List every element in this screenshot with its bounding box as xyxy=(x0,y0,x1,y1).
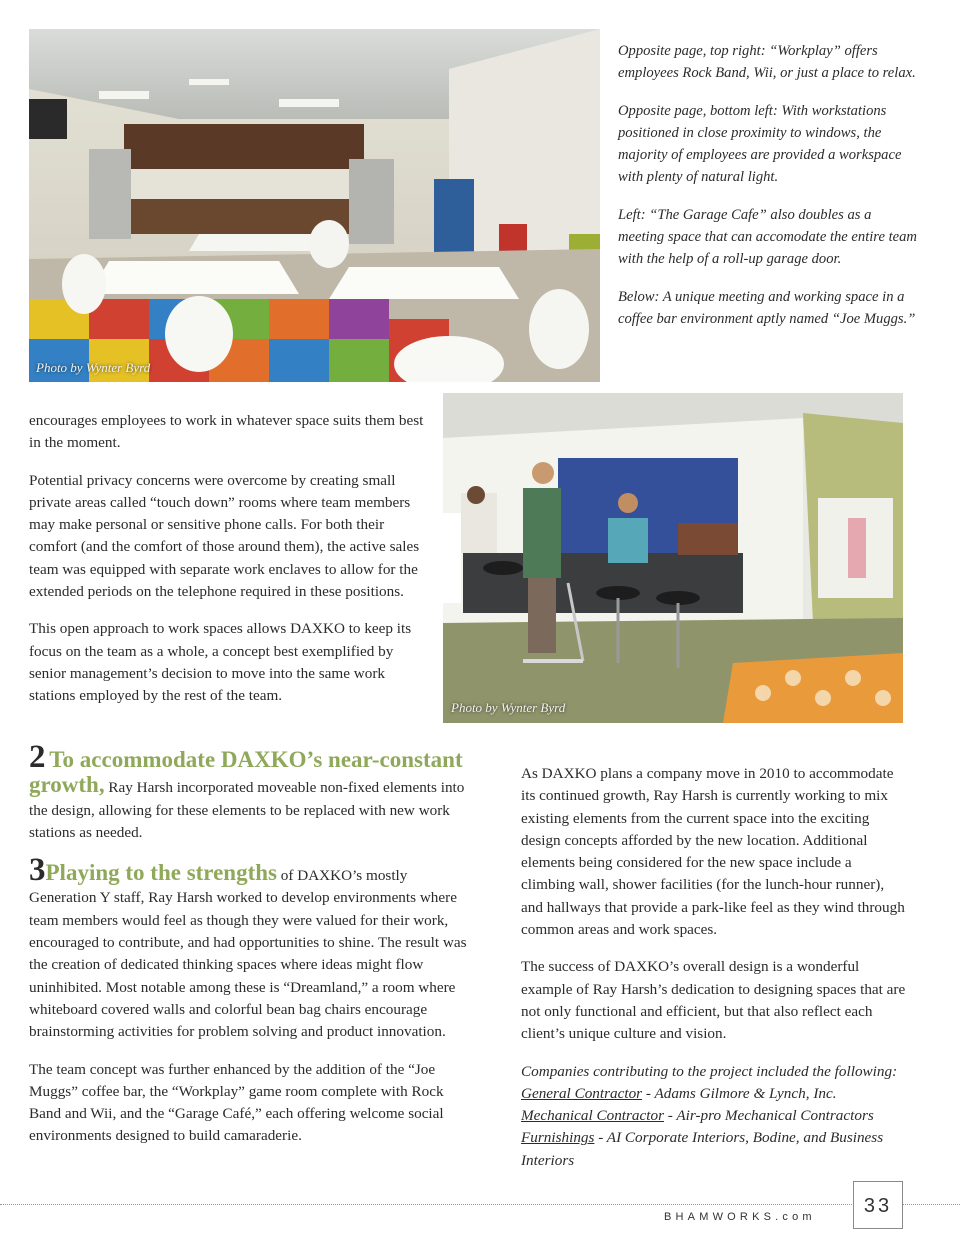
contributors xyxy=(521,1061,906,1172)
point-2-number: 2 xyxy=(29,739,46,775)
photo-captions xyxy=(618,40,918,345)
page-number: 33 xyxy=(853,1181,903,1229)
coffee-bar-illustration xyxy=(443,393,903,723)
garage-cafe-photo xyxy=(29,29,600,382)
caption-garage-cafe: Left: “The Garage Cafe” also doubles as a meeting space that can accomodate the entire team with the help of a roll-up garage door. xyxy=(618,206,917,268)
contrib-names-general: - Adams Gilmore & Lynch, Inc. xyxy=(642,1084,837,1102)
photo-credit: Photo by Wynter Byrd xyxy=(36,360,151,375)
left-column-upper xyxy=(29,410,431,723)
footer-divider xyxy=(0,1204,960,1205)
paragraph-success: The success of DAXKO’s overall design is a wonderful example of Ray Harsh’s dedication to designing spaces that are not only functional and efficient, but that also reflect each client’s unique culture and vision. xyxy=(521,958,906,1043)
right-column xyxy=(521,763,906,1187)
coffee-bar-photo xyxy=(443,393,903,723)
paragraph-encourages: encourages employees to work in whatever space suits them best in the moment. xyxy=(29,412,424,452)
contrib-role-general: General Contractor xyxy=(521,1084,643,1102)
paragraph-open-approach: This open approach to work spaces allows DAXKO to keep its focus on the team as a whole, a concept best exemplified by senior management’s decision to move into the same work stations employed by the rest of the team. xyxy=(29,620,412,705)
footer-website: BHAMWORKS.com xyxy=(664,1211,816,1223)
left-column-lower xyxy=(29,741,469,1163)
caption-workplay: Opposite page, top right: “Workplay” offers employees Rock Band, Wii, or just a place to relax. xyxy=(618,43,916,82)
paragraph-company-move: As DAXKO plans a company move in 2010 to accommodate its continued growth, Ray Harsh is currently working to mix existing elements from the current space into the exciting design concepts afforded by the new location. Additional elements being considered for the new space include a climbing wall, shower facilities (for the lunch-hour runner), and hallways that provide a park-like feel as they wind through common areas and work spaces. xyxy=(521,765,905,939)
caption-joe-muggs: Below: A unique meeting and working space in a coffee bar environment aptly named “Joe Muggs.” xyxy=(618,288,916,327)
point-2-lead: To accommodate DAXKO’s near-constant growth, xyxy=(29,747,463,798)
paragraph-privacy: Potential privacy concerns were overcome by creating small private areas called “touch down” rooms where team members may make personal or sensitive phone calls. For both their comfort (and the comfort of those around them), the active sales team was equipped with separate work enclaves to allow for the extended periods on the telephone required in these positions. xyxy=(29,471,420,601)
contributors-intro: Companies contributing to the project included the following: xyxy=(521,1062,898,1080)
caption-workstations: Opposite page, bottom left: With workstations positioned in close proximity to windows, the majority of employees are provided a workspace with plenty of natural light. xyxy=(618,102,902,186)
garage-cafe-illustration xyxy=(29,29,600,382)
point-3-lead: Playing to the strengths xyxy=(45,860,277,886)
photo-credit-2: Photo by Wynter Byrd xyxy=(451,700,566,715)
point-3-number: 3 xyxy=(29,852,46,889)
contrib-role-furnishings: Furnishings xyxy=(521,1129,595,1147)
paragraph-team-concept: The team concept was further enhanced by the addition of the “Joe Muggs” coffee bar, the “Workplay” game room complete with Rock Band and Wii, and the “Garage Café,” each offering welcome social environments designed to build camaraderie. xyxy=(29,1060,444,1145)
point-2-text: Ray Harsh incorporated moveable non-fixed elements into the design, allowing for these elements to be replaced with new work stations as needed. xyxy=(29,779,465,841)
point-2 xyxy=(29,741,469,844)
point-3-text: of DAXKO’s mostly Generation Y staff, Ray Harsh worked to develop environments where team members would feel as though they were valued for their work, encouraged to contribute, and had opportunities to shine. The result was the creation of dedicated thinking spaces where ideas might flow uninhibited. Most notable among these is “Dreamland,” a room where whiteboard covered walls and colorful bean bag chairs encourage brainstorming activities for problem solving and product innovation. xyxy=(29,867,467,1041)
contrib-names-furnishings: - AI Corporate Interiors, Bodine, and Business Interiors xyxy=(521,1129,884,1169)
contrib-names-mechanical: - Air-pro Mechanical Contractors xyxy=(664,1107,874,1125)
contrib-role-mechanical: Mechanical Contractor xyxy=(521,1107,664,1125)
point-3 xyxy=(29,854,469,1043)
